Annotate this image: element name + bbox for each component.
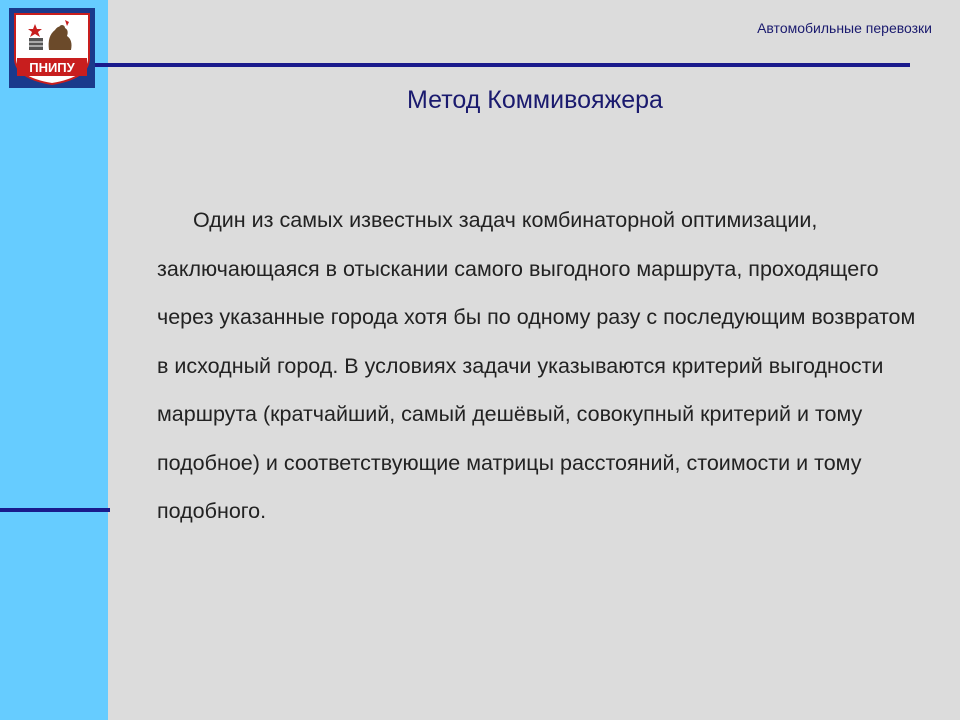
header-divider [95, 63, 910, 67]
course-label: Автомобильные перевозки [757, 20, 932, 36]
slide-title: Метод Коммивояжера [407, 86, 663, 114]
crest-icon [9, 8, 95, 88]
university-logo [9, 8, 95, 88]
body-paragraph: Один из самых известных задач комбинаторной оптимизации, заключающаяся в отыскании самого выгодного маршрута, проходящего через указанные города хотя бы по одному разу с последующим возвратом в исходный город. В условиях задачи указываются критерий выгодности маршрута (кратчайший, самый дешёвый, совокупный критерий и тому подобное) и соответствующие матрицы расстояний, стоимости и тому подобного. [157, 208, 916, 523]
slide-body [157, 196, 917, 536]
logo-text: ПНИПУ [29, 60, 75, 75]
sidebar-divider [0, 508, 110, 512]
sidebar-panel [0, 0, 108, 720]
